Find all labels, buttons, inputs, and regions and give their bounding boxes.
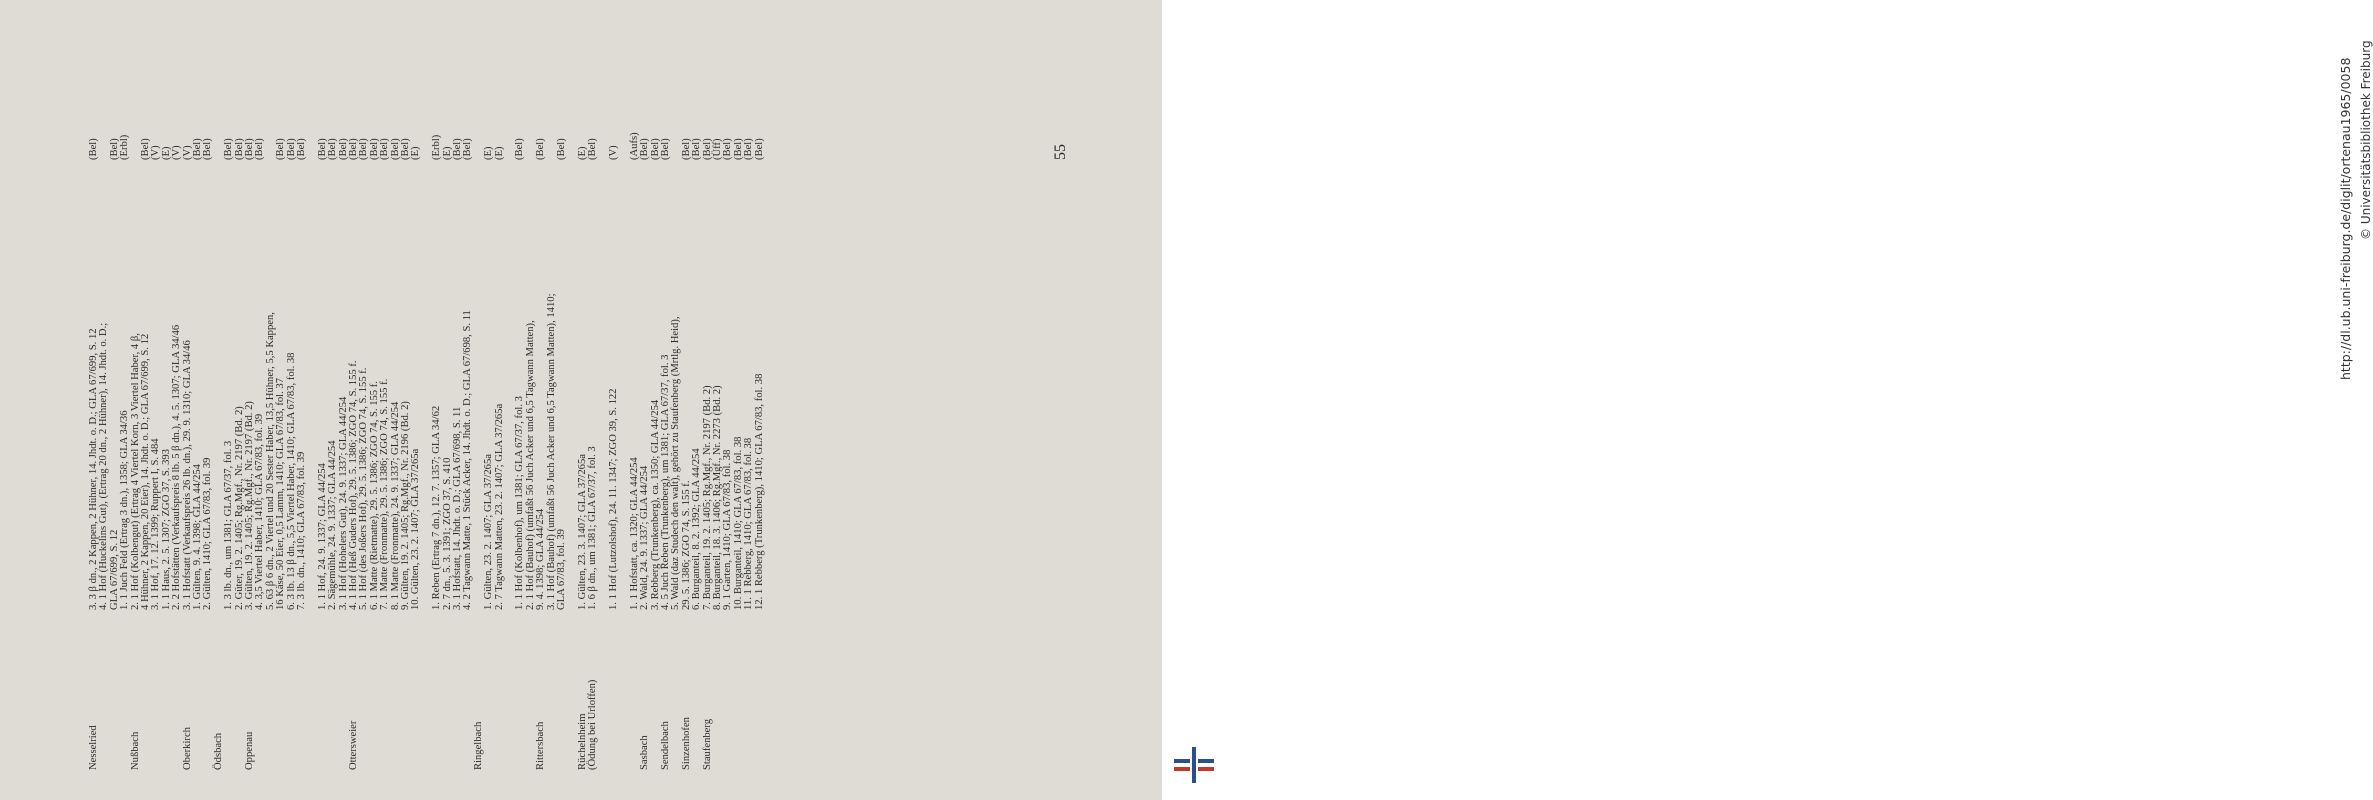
place-name: Ödsbach: [212, 732, 224, 770]
entry-line: 1. Gülten, 23. 3. 1407; GLA 37/265a: [576, 454, 588, 610]
entry-line: 4. 2 Tagwann Matte, 1 Stück Acker, 14. Jhdt. o. D.; GLA 67/698, S. 11: [462, 310, 474, 610]
entry-line: GLA 67/699, S. 12: [108, 529, 120, 610]
entry-code: (Bel): [368, 138, 380, 160]
entry-line: 9. Gülten, 19. 2. 1405; Rg.Mgf., Nr. 2196 (Bd. 2): [400, 401, 411, 610]
entry-line: 4 Hühner, 2 Kappen, 20 Eier), 14. Jhdt. o. D.; GLA 67/699, S. 12: [140, 333, 151, 610]
entry-code: (Bel): [732, 138, 744, 160]
entry-line: 2. 1 Hof (Kolbengut) (Ertrag 4 Viertel Korn, 3 Viertel Haber, 4 β,: [129, 333, 141, 610]
entry-code: (Bel): [639, 138, 651, 160]
library-logo-icon: [1172, 745, 1216, 785]
entry-code: (Bel): [223, 138, 235, 160]
rotated-page-content: [0, 0, 1162, 800]
entry-line: 1. 1 Hofstatt, ca. 1320; GLA 44/254: [628, 457, 640, 610]
entry-line: 1. 1 Haus, 2. 5. 1307; ZGO 37, S. 393: [160, 449, 172, 610]
entry-line: 1. 1 Hof (Kolbenhof), um 1381; GLA 67/37, fol. 3: [514, 396, 526, 610]
place-name: Sendelbach: [660, 721, 671, 770]
entry-line: 2. 7 Tagwann Matten, 23. 2. 1407; GLA 37/265a: [493, 403, 505, 610]
entry-line: 1. 1 Hof (Lutzolshof), 24. 11. 1347; ZGO 39, S. 122: [608, 388, 619, 610]
entry-code: (E): [441, 146, 453, 160]
entry-line: 1. 1 Juch Feld (Ertrag 3 dn.), 1358; GLA 34/36: [119, 410, 131, 610]
entry-line: 1. 3 lb. dn., um 1381; GLA 67/37, fol. 3: [223, 440, 235, 610]
entry-line: 4. 3,5 Viertel Haber, 1410; GLA 67/83, fol. 39: [254, 413, 266, 610]
entry-line: 3. 1 Hof (Bauhof) (umfaßt 56 Juch Acker und 6,5 Tagwann Matten), 1410;: [545, 293, 557, 610]
entry-code: (Bel): [244, 138, 255, 160]
entry-code: (Bel): [660, 138, 671, 160]
entry-line: 5. Wald (daz Studech den walt), gehört zu Staufenberg (Mrtlg. Heid),: [670, 316, 682, 610]
entry-line: 29. 5. 1386; ZGO 74, S. 155 f.: [680, 480, 692, 610]
entry-line: 4. 5 Juch Reben (Trunkenberg), um 1381; GLA 67/37, fol. 3: [660, 354, 671, 610]
place-name: Oppenau: [244, 731, 255, 770]
entry-code: (Bel): [701, 138, 713, 160]
entry-code: (V): [608, 145, 619, 160]
entry-code: (E): [493, 146, 505, 160]
entry-code: (Bel): [400, 138, 411, 160]
place-name: Sinzenhofen: [680, 717, 692, 770]
place-name: Rüchelnheim: [576, 713, 588, 770]
library-sidebar: [1162, 0, 2373, 800]
entry-code: (Bel): [327, 138, 339, 160]
entry-code: (Bel): [337, 138, 349, 160]
place-name: Ottersweier: [348, 720, 359, 770]
entry-code: (Erbl): [431, 134, 443, 160]
entry-line: 10. Gülten, 23. 2. 1407; GLA 37/265a: [410, 448, 422, 610]
entry-line: 11. 1 Rebberg, 1410; GLA 67/83, fol. 38: [743, 437, 755, 610]
entry-code: (Erbl): [119, 134, 131, 160]
entry-line: 7. 3 lb. dn., 1410; GLA 67/83, fol. 39: [296, 451, 307, 610]
entry-code: (Bel): [389, 138, 401, 160]
entry-line: 3. 1 Hof (Hohelers Gut), 24. 9. 1337; GLA 44/254: [337, 396, 349, 610]
entry-line: 2. Wald, 24. 9. 1337; GLA 44/254: [639, 465, 651, 610]
entry-code: (Bel): [140, 138, 151, 160]
entry-code: (Bel): [192, 138, 203, 160]
entry-code: (E): [576, 146, 588, 160]
entry-line: 6. 3 lb. 13 β dn., 5,5 Viertel Haber, 1410; GLA 67/83, fol. 38: [285, 352, 297, 610]
entry-line: 8. 1 Matte (Fronmatte), 24. 9. 1337; GLA 44/254: [389, 401, 401, 610]
entry-line: 12. 1 Rebberg (Trunkenberg), 1410; GLA 67/83, fol. 38: [753, 373, 765, 610]
entry-line: 16 Käse, 50 Eier, 0,5 Lamm, 1410; GLA 67/83, fol. 37: [275, 377, 287, 610]
entry-code: (Bel): [254, 138, 266, 160]
entry-line: 7. Burganteil, 19. 2. 1405; Rg.Mgf., Nr. 2197 (Bd. 2): [701, 385, 713, 610]
entry-line: 8. Burganteil, 18. 3. 1406; Rg.Mgf., Nr. 2273 (Bd. 2): [712, 385, 723, 610]
place-name: Nesselried: [88, 725, 99, 770]
entry-code: (V): [150, 145, 162, 160]
entry-code: (E): [160, 146, 172, 160]
scanned-page: [0, 0, 1162, 800]
entry-code: (Üff): [712, 138, 723, 160]
entry-code: (Bel): [556, 138, 567, 160]
entry-line: 3. 1 Hof, 17. 12. 1399; Ruppert I, S. 484: [150, 438, 162, 610]
place-name: (Ödung bei Urloffen): [587, 679, 599, 770]
entry-line: 7. 1 Matte (Fronmatte), 29. 5. 1386; ZGO 74, S. 155 f.: [379, 378, 391, 610]
entry-code: (Bel): [743, 138, 755, 160]
entry-code: (Bel): [379, 138, 391, 160]
entry-line: 2. Gülten, 1410; GLA 67/83, fol. 39: [202, 457, 214, 610]
entry-code: (Bel): [587, 138, 599, 160]
entry-line: 2. Güter, 19. 2. 1405; Rg.Mgf., Nr. 2197 (Bd. 2): [233, 406, 245, 610]
entry-line: 3. 1 Hofstatt (Verkaufspreis 26 lb. dn.), 29. 9. 1310; GLA 34/46: [181, 340, 193, 610]
entry-code: (E): [410, 146, 422, 160]
entry-code: (Bel): [462, 138, 474, 160]
entry-line: 2. 2 Hofstätten (Verkaufspreis 8 lb. 5 β dn.), 4. 5. 1307; GLA 34/46: [171, 324, 183, 610]
entry-line: 1. Gülten, 9. 4. 1398; GLA 44/254: [192, 464, 203, 610]
entry-code: (Bel): [535, 138, 547, 160]
entry-code: (Bel): [452, 138, 463, 160]
sidebar-copyright: © Universitätsbibliothek Freiburg: [2359, 40, 2373, 240]
entry-code: (Bel): [753, 138, 765, 160]
entry-code: (Aufs): [628, 132, 640, 160]
entry-line: 3. 1 Hofstatt, 14. Jhdt. o. D.; GLA 67/698, S. 11: [452, 406, 463, 610]
entry-code: (Bel): [691, 138, 703, 160]
entry-line: 9. 4. 1398; GLA 44/254: [535, 508, 547, 610]
entry-code: (V): [181, 145, 193, 160]
entry-line: 2. 1 Hof (Bauhof) (umfaßt 56 Juch Acker und 6,5 Tagwann Matten),: [524, 320, 536, 610]
entry-line: 9. 1 Garten, 1410; GLA 67/83, fol. 38: [722, 449, 734, 610]
place-name: Staufenberg: [701, 719, 713, 770]
entry-line: 2. 7 dn., 5. 3. 1391; ZGO 37, S. 410: [441, 457, 453, 610]
entry-line: 3. 3 β dn., 2 Kappen, 2 Hühner, 14. Jhdt. o. D.; GLA 67/699, S. 12: [88, 328, 99, 610]
entry-code: (Bel): [275, 138, 287, 160]
entry-line: 1. Gülten, 23. 2. 1407; GLA 37/265a: [483, 454, 495, 610]
entry-line: 1. 1 Hof, 24. 9. 1337; GLA 44/254: [316, 463, 328, 610]
entry-code: (Bel): [680, 138, 692, 160]
entry-code: (Bel): [358, 138, 370, 160]
entry-line: 5. 1 Hof (des Joßers Hof), 29. 5. 1386; ZGO 74, S. 155 f.: [358, 367, 370, 610]
sidebar-url[interactable]: http://dl.ub.uni-freiburg.de/diglit/ortenau1965/0058: [2338, 57, 2353, 380]
place-name: Nußbach: [129, 731, 141, 770]
entry-line: 4. 1 Hof (Huckelins Gut), (Ertrag 20 dn., 2 Hühner), 14. Jhdt. o. D.;: [98, 322, 110, 610]
entry-line: 4. 1 Hof (Heß Guders Hof), 29. 5. 1386; ZGO 74, S. 155 f.: [348, 360, 359, 610]
entry-line: 2. Sägemühle, 24. 9. 1337; GLA 44/254: [327, 440, 339, 610]
entry-code: (Bel): [348, 138, 359, 160]
entry-code: (Bel): [233, 138, 245, 160]
entry-line: GLA 67/83, fol. 39: [556, 529, 567, 610]
entry-code: (Bel): [202, 138, 214, 160]
entry-line: 6. Burganteil, 8. 2. 1392; GLA 44/254: [691, 448, 703, 610]
entry-code: (Bel): [316, 138, 328, 160]
place-name: Rittersbach: [535, 721, 547, 770]
entry-line: 5. 63 β 6 dn., 2 Viertel und 20 Sester Haber, 13,5 Hühner, 5,5 Kappen,: [264, 312, 276, 610]
entry-line: 1. 6 β dn., um 1381; GLA 67/37, fol. 3: [587, 446, 599, 610]
place-name: Sasbach: [639, 735, 651, 770]
page-number: 55: [1052, 144, 1069, 160]
entry-code: (Bel): [722, 138, 734, 160]
entry-code: (Bel): [108, 138, 120, 160]
entry-code: (Bel): [514, 138, 526, 160]
entry-line: 10. Burganteil, 1410; GLA 67/83, fol. 38: [732, 436, 744, 610]
place-name: Ringelbach: [472, 721, 484, 770]
entry-line: 1. Reben (Ertrag 7 dn.), 12. 7. 1357; GLA 34/62: [431, 405, 443, 610]
entry-code: (Bel): [285, 138, 297, 160]
entry-code: (V): [171, 145, 183, 160]
entry-code: (Bel): [296, 138, 307, 160]
entry-line: 6. 1 Matte (Rietmatte), 29. 5. 1386; ZGO 74, S. 155 f.: [368, 381, 380, 610]
entry-line: 3. Rebberg (Trunkenberg), ca. 1350; GLA 44/254: [649, 399, 661, 610]
entry-code: (E): [483, 146, 495, 160]
entry-code: (Bel): [649, 138, 661, 160]
entry-code: (Bel): [88, 138, 99, 160]
entry-line: 3. Gülten, 19. 2. 1405; Rg.Mgf., Nr. 2197 (Bd. 2): [244, 401, 255, 610]
place-name: Oberkirch: [181, 727, 193, 770]
